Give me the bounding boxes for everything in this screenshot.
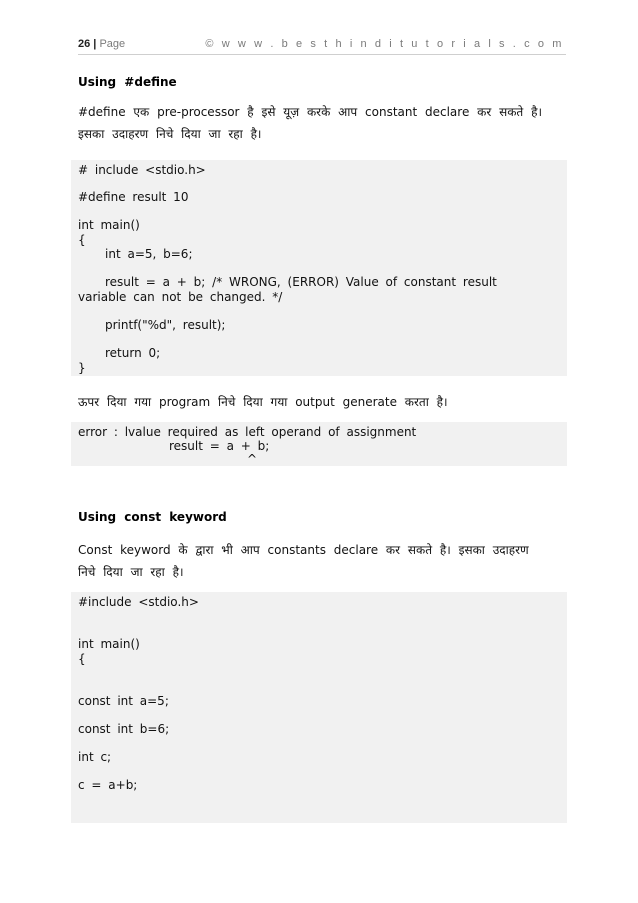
code-line: int a=5, b=6; bbox=[105, 247, 193, 261]
site-url: © w w w . b e s t h i n d i t u t o r i a l s . c o m bbox=[205, 38, 564, 50]
code-line: int c; bbox=[78, 750, 112, 764]
code-line: { bbox=[78, 652, 86, 666]
code-line: result = a + b; /* WRONG, (ERROR) Value of constant result bbox=[105, 275, 497, 289]
output-caret: ^ bbox=[247, 452, 258, 466]
define-intro-line1: #define एक pre-processor है इसे यूज़ करके आप constant declare कर सकते है। bbox=[78, 105, 542, 119]
output-intro: ऊपर दिया गया program निचे दिया गया output generate करता है। bbox=[78, 395, 448, 409]
code-line: int main() bbox=[78, 218, 140, 232]
code-line: printf("%d", result); bbox=[105, 318, 226, 332]
define-intro-line2: इसका उदाहरण निचे दिया जा रहा है। bbox=[78, 127, 262, 141]
const-intro-line2: निचे दिया जा रहा है। bbox=[78, 565, 184, 579]
code-line: variable can not be changed. */ bbox=[78, 290, 283, 304]
code-line: { bbox=[78, 233, 86, 247]
code-line: return 0; bbox=[105, 346, 161, 360]
output-line: result = a + b; bbox=[169, 439, 270, 453]
output-line: error : lvalue required as left operand of assignment bbox=[78, 425, 417, 439]
section-heading-define: Using #define bbox=[78, 75, 177, 89]
code-line: const int a=5; bbox=[78, 694, 169, 708]
output-block bbox=[71, 422, 567, 466]
const-code-block bbox=[71, 592, 567, 823]
code-line: # include <stdio.h> bbox=[78, 163, 206, 177]
code-line: #include <stdio.h> bbox=[78, 595, 199, 609]
page-number-label bbox=[78, 38, 125, 50]
const-intro-line1: Const keyword के द्वारा भी आप constants declare कर सकते है। इसका उदाहरण bbox=[78, 543, 529, 557]
page-number: 26 bbox=[78, 38, 91, 50]
header-separator: | bbox=[90, 38, 100, 50]
code-line: c = a+b; bbox=[78, 778, 138, 792]
page-header bbox=[78, 36, 566, 55]
section-heading-const: Using const keyword bbox=[78, 510, 227, 524]
page-word: Page bbox=[99, 38, 126, 50]
code-line: const int b=6; bbox=[78, 722, 170, 736]
code-line: #define result 10 bbox=[78, 190, 189, 204]
code-line: } bbox=[78, 361, 86, 375]
define-code-block bbox=[71, 160, 567, 376]
code-line: int main() bbox=[78, 637, 140, 651]
